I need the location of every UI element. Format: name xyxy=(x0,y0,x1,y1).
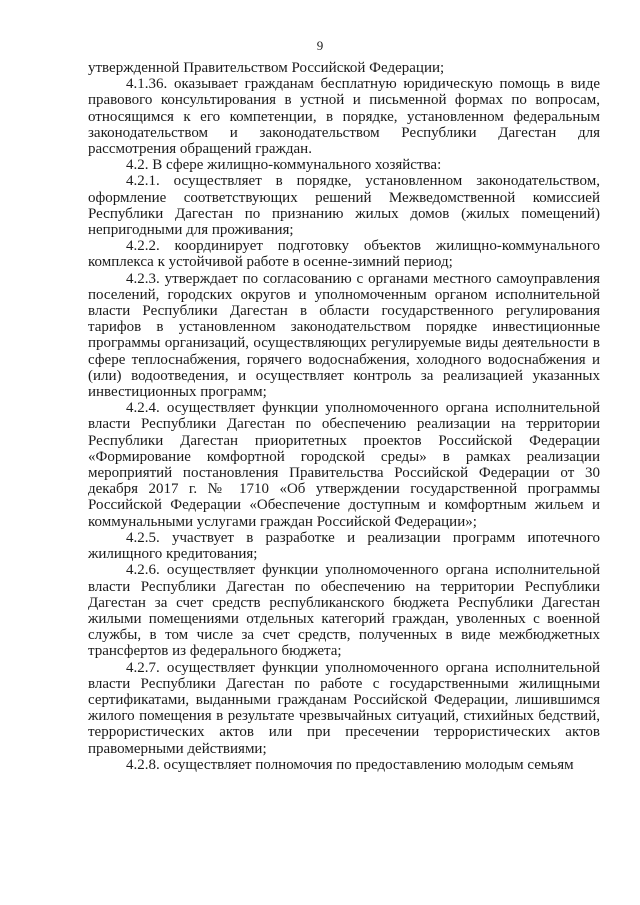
paragraph-4-2-7: 4.2.7. осуществляет функции уполномоченного органа исполнительной власти Республики Дагестан по работе с государственными жилищными сертификатами, выданными гражданам Российской Федерации, лишившимся жилого помещения в результате чрезвычайных ситуаций, стихийных бедствий, террористических актов или при пресечении террористических актов правомерными действиями; xyxy=(88,659,600,757)
paragraph-4-2-1: 4.2.1. осуществляет в порядке, установленном законодательством, оформление соответствующих решений Межведомственной комиссией Республики Дагестан по признанию жилых домов (жилых помещений) непригодными для проживания; xyxy=(88,173,600,239)
section-heading-4-2: 4.2. В сфере жилищно-коммунального хозяйства: xyxy=(126,157,442,174)
paragraph-4-2-6: 4.2.6. осуществляет функции уполномоченного органа исполнительной власти Республики Дагестан по обеспечению на территории Республики Дагестан за счет средств республиканского бюджета Республики Дагестан жилыми помещениями отдельных категорий граждан, уволенных с военной службы, в том числе за счет средств, полученных в виде межбюджетных трансфертов из федерального бюджета; xyxy=(88,562,600,660)
paragraph-4-2-4: 4.2.4. осуществляет функции уполномоченного органа исполнительной власти Республики Дагестан по обеспечению реализации на территории Республики Дагестан приоритетных проектов Российской Федерации «Формирование комфортной городской среды» в рамках реализации мероприятий постановления Правительства Российской Федерации от 30 декабря 2017 г. № 1710 «Об утверждении государственной программы Российской Федерации «Обеспечение доступным и комфортным жильем и коммунальными услугами граждан Российской Федерации»; xyxy=(88,400,600,530)
paragraph-4-2-3: 4.2.3. утверждает по согласованию с органами местного самоуправления поселений, городских округов и уполномоченным органом исполнительной власти Республики Дагестан в области государственного регулирования тарифов в установленном законодательством порядке инвестиционные программы организаций, осуществляющих регулируемые виды деятельности в сфере теплоснабжения, горячего водоснабжения, холодного водоснабжения и (или) водоотведения, и осуществляет контроль за реализацией указанных инвестиционных программ; xyxy=(88,270,600,401)
paragraph-4-1-36: 4.1.36. оказывает гражданам бесплатную юридическую помощь в виде правового консультирования в устной и письменной формах по вопросам, относящимся к его компетенции, в порядке, установленном федеральным законодательством и законодательством Республики Дагестан для рассмотрения обращений граждан. xyxy=(88,76,600,158)
paragraph-continuation: утвержденной Правительством Российской Федерации; xyxy=(88,60,445,76)
paragraph-4-2-5: 4.2.5. участвует в разработке и реализации программ ипотечного жилищного кредитования; xyxy=(88,529,600,563)
paragraph-4-2-2: 4.2.2. координирует подготовку объектов жилищно-коммунального комплекса к устойчивой работе в осенне-зимний период; xyxy=(88,238,600,271)
paragraph-4-2-8: 4.2.8. осуществляет полномочия по предоставлению молодым семьям xyxy=(126,756,574,773)
page-number: 9 xyxy=(316,38,324,53)
document-body xyxy=(88,60,600,773)
